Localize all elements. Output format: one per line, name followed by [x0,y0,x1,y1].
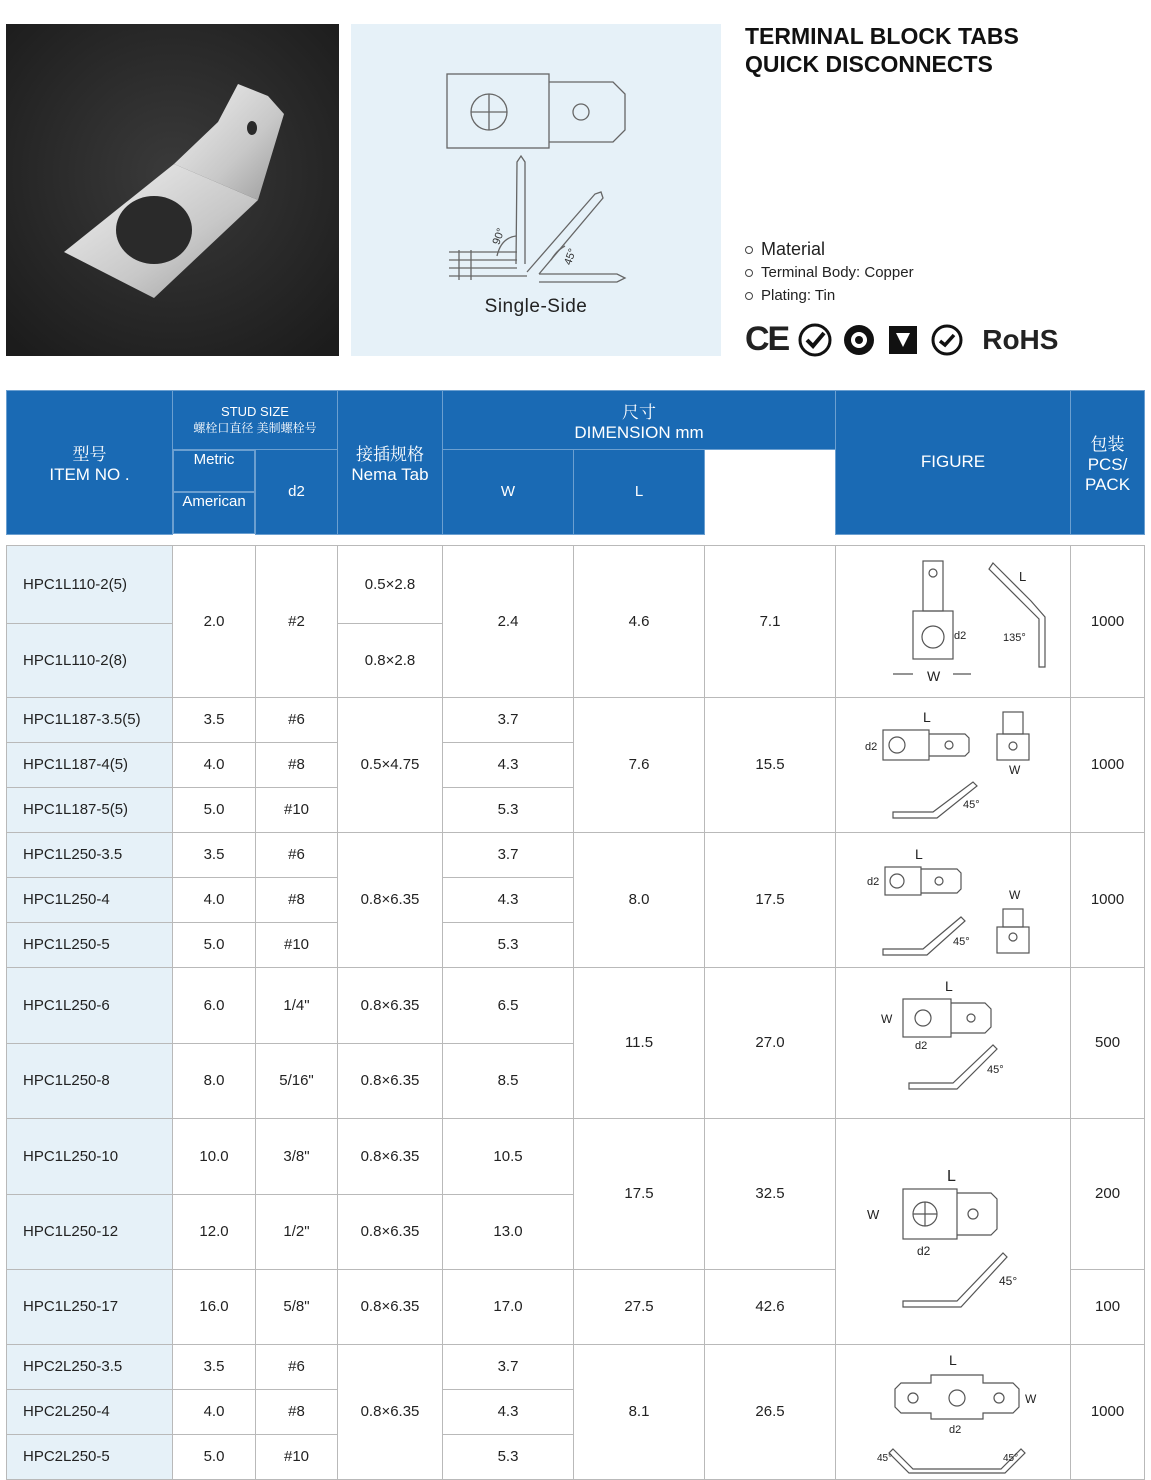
cell-w: 4.6 [574,545,705,697]
cell-l: 7.1 [705,545,836,697]
cell-nema: 0.8×6.35 [338,1043,443,1118]
cell-d2: 4.3 [443,742,574,787]
sgs-badge-icon [930,323,964,357]
page-title [745,22,1019,78]
header-stud-size: STUD SIZE 螺栓口直径 美制螺栓号 [173,391,338,450]
svg-text:W: W [1009,888,1021,902]
svg-text:45°: 45° [963,799,980,811]
cell-american: #6 [256,697,338,742]
svg-text:d2: d2 [865,741,878,753]
svg-text:W: W [1025,1392,1037,1406]
svg-text:45°: 45° [987,1063,1004,1076]
cell-item: HPC1L250-12 [7,1194,173,1269]
svg-text:L: L [945,977,953,994]
iso-badge-icon [842,323,876,357]
svg-text:d2: d2 [954,630,967,642]
figure-45-tab-2 [853,837,1053,962]
bullet-icon [745,269,753,277]
table-row [7,1118,1145,1194]
table-row [7,1344,1145,1389]
spec-item [745,261,914,284]
spec-material: Material [761,239,826,259]
table-row [7,967,1145,1043]
cell-nema: 0.5×4.75 [338,697,443,832]
cell-d2: 8.5 [443,1043,574,1118]
cell-american: #8 [256,742,338,787]
cell-american: #2 [256,545,338,697]
svg-text:L: L [1019,569,1027,584]
table-header [7,391,1145,535]
table-row [7,697,1145,742]
svg-text:L: L [915,846,923,862]
angle-45-label: 45° [562,246,580,267]
cell-american: #8 [256,1389,338,1434]
figure-45-tab [853,702,1053,827]
cell-american: 1/2" [256,1194,338,1269]
cell-item: HPC2L250-3.5 [7,1344,173,1389]
spec-body: Terminal Body: Copper [761,264,914,281]
cell-figure [836,1344,1071,1479]
table-row [7,545,1145,623]
cell-w: 27.5 [574,1269,705,1344]
cell-american: #10 [256,922,338,967]
cell-metric: 4.0 [173,742,256,787]
product-photo [6,24,339,356]
cell-l: 15.5 [705,697,836,832]
rohs-mark: RoHS [982,323,1059,355]
header-l: L [574,450,705,535]
cell-metric: 3.5 [173,832,256,877]
cell-l: 26.5 [705,1344,836,1479]
cell-item: HPC1L187-4(5) [7,742,173,787]
cell-pack: 100 [1071,1269,1145,1344]
cell-pack: 1000 [1071,697,1145,832]
ce-mark: CE [745,320,789,358]
cell-item: HPC1L110-2(8) [7,623,173,697]
cell-item: HPC1L250-5 [7,922,173,967]
tab-diagram [351,24,721,356]
cell-d2: 5.3 [443,922,574,967]
cell-d2: 4.3 [443,1389,574,1434]
cell-metric: 6.0 [173,967,256,1043]
angle-90-label: 90° [490,226,508,247]
cell-item: HPC1L250-17 [7,1269,173,1344]
svg-text:45°: 45° [877,1453,893,1464]
cell-l: 27.0 [705,967,836,1118]
header-w: W [443,450,574,535]
cell-d2: 13.0 [443,1194,574,1269]
svg-text:d2: d2 [867,876,880,888]
header-dimension: 尺寸 DIMENSION mm [443,391,836,450]
certification-marks [745,320,1058,359]
cell-metric: 5.0 [173,787,256,832]
cell-metric: 5.0 [173,922,256,967]
cell-metric: 8.0 [173,1043,256,1118]
cell-nema: 0.8×6.35 [338,1194,443,1269]
svg-text:W: W [927,668,941,684]
cell-w: 11.5 [574,967,705,1118]
cell-american: 1/4" [256,967,338,1043]
cell-nema: 0.8×6.35 [338,967,443,1043]
cell-item: HPC1L250-10 [7,1118,173,1194]
cell-pack: 1000 [1071,1344,1145,1479]
header-pack: 包装 PCS/ PACK [1071,391,1145,535]
cell-american: #10 [256,787,338,832]
cell-nema: 0.8×6.35 [338,1344,443,1479]
cell-metric: 16.0 [173,1269,256,1344]
cell-nema: 0.8×6.35 [338,1118,443,1194]
cell-d2: 6.5 [443,967,574,1043]
svg-text:d2: d2 [949,1424,962,1436]
cell-metric: 5.0 [173,1434,256,1479]
header-item: 型号 ITEM NO . [7,391,173,535]
cell-american: 5/16" [256,1043,338,1118]
cell-figure [836,1118,1071,1344]
cell-d2: 5.3 [443,1434,574,1479]
svg-text:45°: 45° [999,1274,1018,1288]
cell-l: 42.6 [705,1269,836,1344]
cell-nema: 0.8×2.8 [338,623,443,697]
header-nema-tab: 接插规格 Nema Tab [338,391,443,535]
cell-d2: 4.3 [443,877,574,922]
spec-item [745,284,914,307]
title-line-1: TERMINAL BLOCK TABS [745,23,1019,49]
cell-pack: 200 [1071,1118,1145,1269]
svg-text:L: L [947,1168,956,1185]
spec-list [745,238,914,307]
cell-nema: 0.8×6.35 [338,832,443,967]
cell-metric: 4.0 [173,877,256,922]
cell-metric: 4.0 [173,1389,256,1434]
cell-metric: 3.5 [173,1344,256,1389]
cell-l: 17.5 [705,832,836,967]
header-d2: d2 [256,450,338,535]
cell-d2: 2.4 [443,545,574,697]
cell-figure [836,697,1071,832]
cell-item: HPC1L250-8 [7,1043,173,1118]
table-body [7,534,1145,1479]
cell-metric: 2.0 [173,545,256,697]
cell-nema: 0.8×6.35 [338,1269,443,1344]
spec-table [6,390,1145,1480]
spec-plating: Plating: Tin [761,287,836,304]
svg-text:45°: 45° [1003,1453,1019,1464]
table-row [7,832,1145,877]
figure-45-tab-large [853,1131,1053,1331]
cell-w: 8.0 [574,832,705,967]
cell-pack: 1000 [1071,832,1145,967]
bullet-icon [745,246,753,254]
cell-pack: 500 [1071,967,1145,1118]
cell-figure [836,967,1071,1118]
svg-text:W: W [1009,763,1021,777]
cell-item: HPC1L250-3.5 [7,832,173,877]
spec-item [745,238,914,261]
cell-metric: 3.5 [173,697,256,742]
cell-d2: 3.7 [443,697,574,742]
cell-figure [836,832,1071,967]
cell-item: HPC2L250-4 [7,1389,173,1434]
cell-d2: 10.5 [443,1118,574,1194]
diagram-caption: Single-Side [484,296,588,317]
cell-american: #8 [256,877,338,922]
cell-american: #6 [256,1344,338,1389]
cell-figure [836,545,1071,697]
svg-text:d2: d2 [917,1244,931,1258]
cell-d2: 3.7 [443,1344,574,1389]
svg-text:L: L [923,709,931,725]
title-line-2: QUICK DISCONNECTS [745,51,993,77]
cell-d2: 17.0 [443,1269,574,1344]
cell-item: HPC1L250-4 [7,877,173,922]
cell-d2: 3.7 [443,832,574,877]
cell-american: #6 [256,832,338,877]
svg-text:45°: 45° [953,936,970,948]
cell-w: 8.1 [574,1344,705,1479]
cell-american: 5/8" [256,1269,338,1344]
svg-text:W: W [881,1011,893,1026]
cell-l: 32.5 [705,1118,836,1269]
cell-item: HPC2L250-5 [7,1434,173,1479]
svg-text:L: L [949,1352,957,1368]
cell-pack: 1000 [1071,545,1145,697]
svg-text:d2: d2 [915,1039,928,1052]
cell-w: 17.5 [574,1118,705,1269]
svg-text:135°: 135° [1003,632,1026,644]
ukas-badge-icon [886,323,920,357]
cell-nema: 0.5×2.8 [338,545,443,623]
figure-45-tab-3 [853,973,1053,1113]
bullet-icon [745,292,753,300]
quality-badge-icon [798,323,832,357]
cell-item: HPC1L250-6 [7,967,173,1043]
header-american: American [173,492,255,534]
cell-metric: 12.0 [173,1194,256,1269]
cell-american: 3/8" [256,1118,338,1194]
figure-double-tab [853,1349,1053,1474]
header-figure: FIGURE [836,391,1071,535]
cell-item: HPC1L187-3.5(5) [7,697,173,742]
svg-text:W: W [867,1207,880,1222]
cell-item: HPC1L110-2(5) [7,545,173,623]
cell-american: #10 [256,1434,338,1479]
cell-metric: 10.0 [173,1118,256,1194]
header-metric: Metric [173,450,255,492]
cell-d2: 5.3 [443,787,574,832]
cell-w: 7.6 [574,697,705,832]
cell-item: HPC1L187-5(5) [7,787,173,832]
figure-135-tab [853,551,1053,691]
